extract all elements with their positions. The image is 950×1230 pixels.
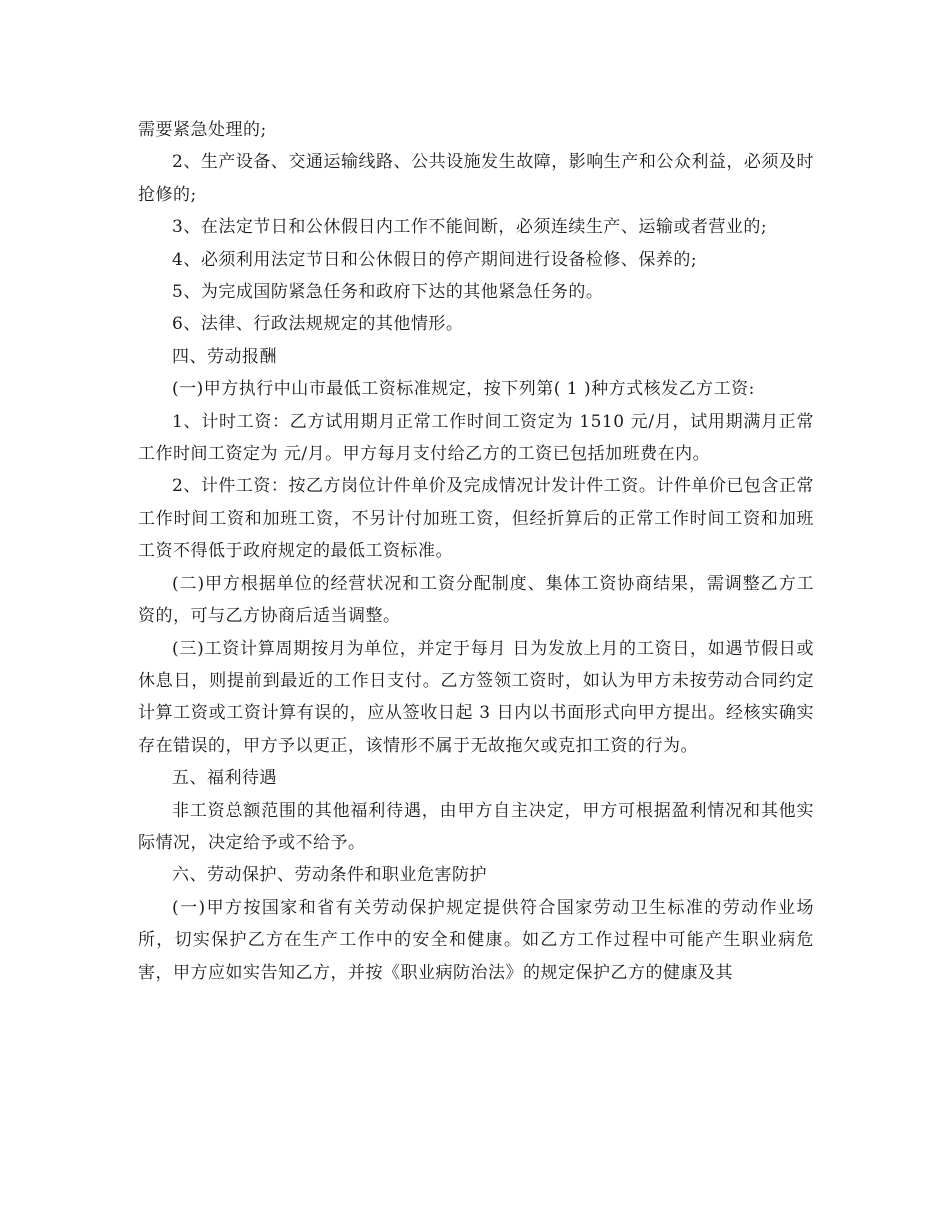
paragraph-welfare: 非工资总额范围的其他福利待遇，由甲方自主决定，甲方可根据盈利情况和其他实际情况，决定给予或不给予。 [138, 800, 814, 853]
section-heading-5: 五、福利待遇 [172, 768, 277, 789]
document-body [138, 114, 814, 989]
paragraph-protection-1: (一)甲方按国家和省有关劳动保护规定提供符合国家劳动卫生标准的劳动作业场所，切实保护乙方在生产工作中的安全和健康。如乙方工作过程中可能产生职业病危害，甲方应如实告知乙方，并按《职业病防治法》的规定保护乙方的健康及其 [138, 897, 814, 983]
paragraph-subsection-3: (三)工资计算周期按月为单位，并定于每月 日为发放上月的工资日，如遇节假日或休息日，则提前到最近的工作日支付。乙方签领工资时，如认为甲方未按劳动合同约定计算工资或工资计算有误的，应从签收日起 3 日内以书面形式向甲方提出。经核实确实存在错误的，甲方予以更正，该情形不属于无故拖欠或克扣工资的行为。 [138, 638, 814, 756]
section-heading-6: 六、劳动保护、劳动条件和职业危害防护 [172, 865, 487, 886]
paragraph-item-4: 4、必须利用法定节日和公休假日的停产期间进行设备检修、保养的; [172, 249, 698, 270]
paragraph-subsection-1: (一)甲方执行中山市最低工资标准规定，按下列第( 1 )种方式核发乙方工资: [172, 379, 755, 400]
paragraph-item-5: 5、为完成国防紧急任务和政府下达的其他紧急任务的。 [172, 282, 604, 303]
paragraph-item-6: 6、法律、行政法规规定的其他情形。 [172, 314, 464, 335]
paragraph-continuation: 需要紧急处理的; [138, 120, 267, 140]
section-heading-4: 四、劳动报酬 [172, 346, 277, 367]
paragraph-item-2: 2、生产设备、交通运输线路、公共设施发生故障，影响生产和公众利益，必须及时抢修的; [138, 152, 814, 205]
paragraph-item-3: 3、在法定节日和公休假日内工作不能间断，必须连续生产、运输或者营业的; [172, 217, 768, 238]
paragraph-hourly-wage: 1、计时工资：乙方试用期月正常工作时间工资定为 1510 元/月，试用期满月正常工作时间工资定为 元/月。甲方每月支付给乙方的工资已包括加班费在内。 [138, 411, 814, 465]
paragraph-piece-wage: 2、计件工资：按乙方岗位计件单价及完成情况计发计件工资。计件单价已包含正常工作时间工资和加班工资，不另计付加班工资，但经折算后的正常工作时间工资和加班工资不得低于政府规定的最低工资标准。 [138, 476, 814, 562]
paragraph-subsection-2: (二)甲方根据单位的经营状况和工资分配制度、集体工资协商结果，需调整乙方工资的，可与乙方协商后适当调整。 [138, 573, 814, 627]
